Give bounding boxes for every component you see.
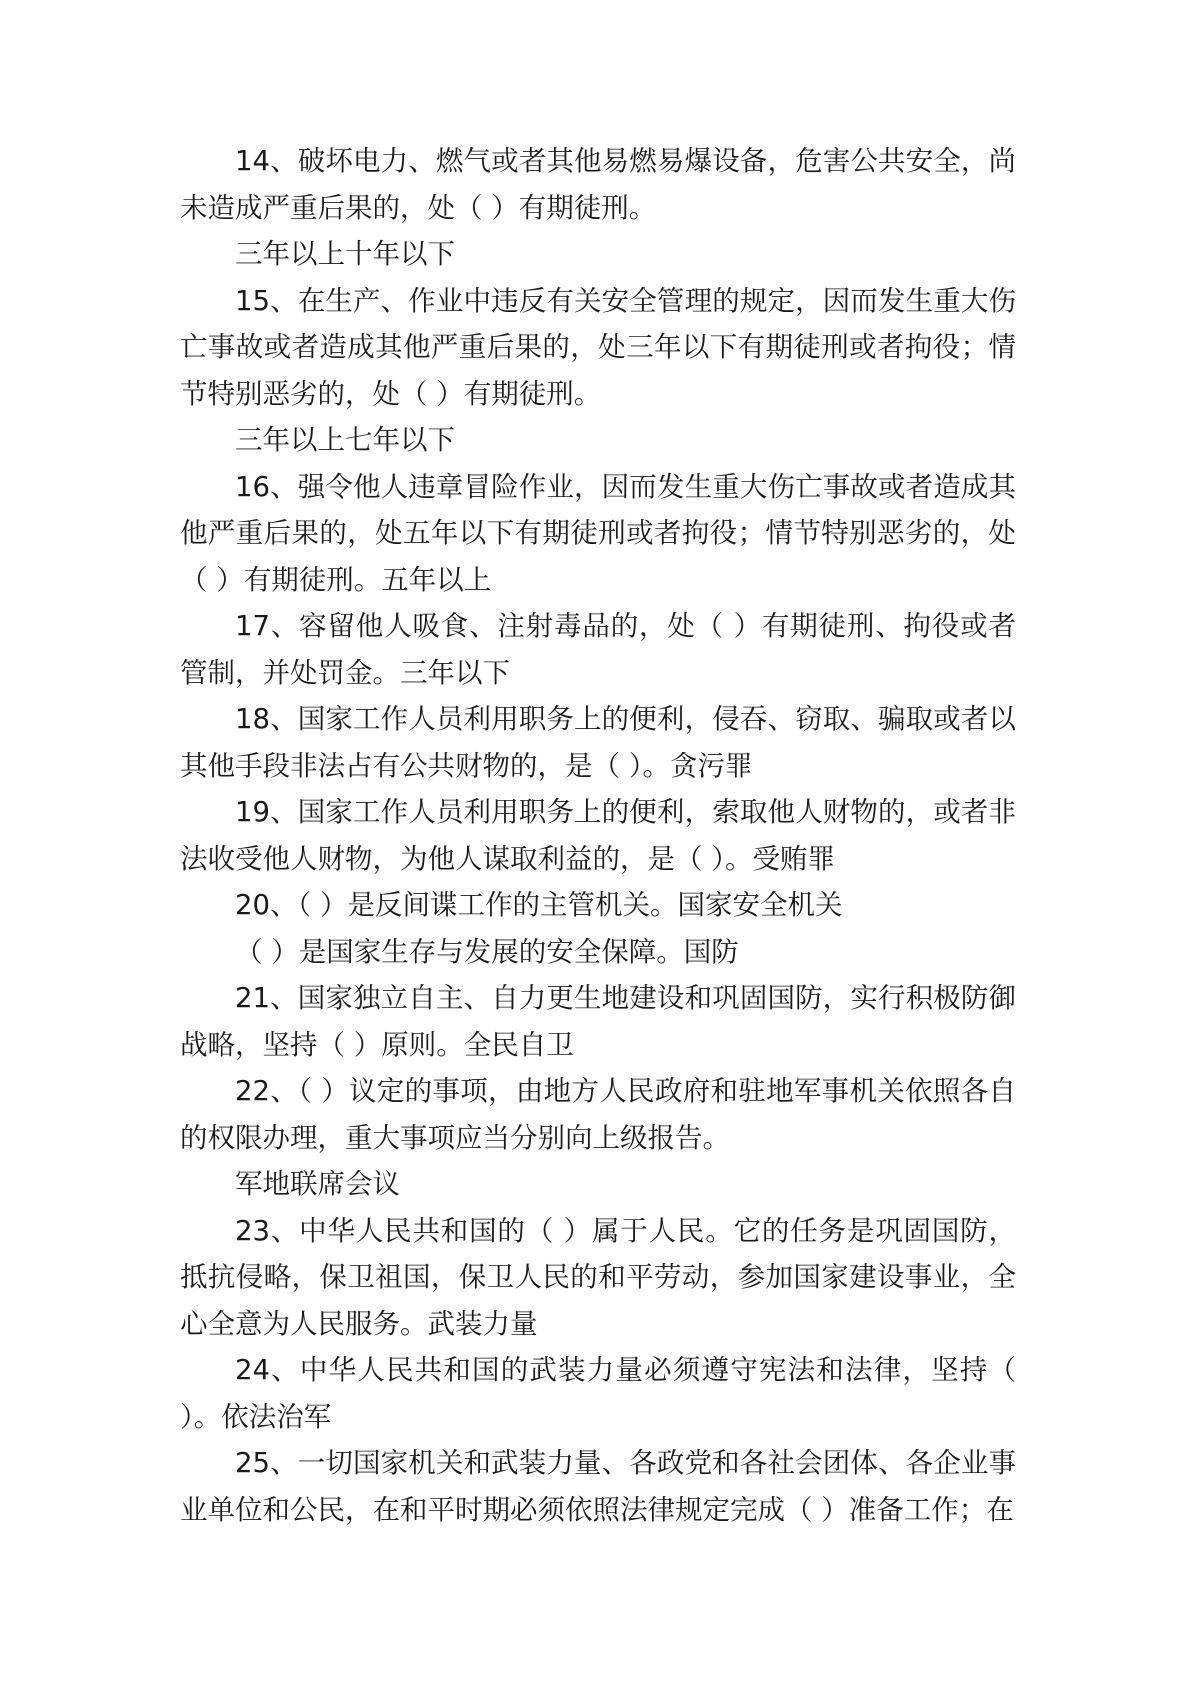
paragraph-q20: 20、（ ）是反间谍工作的主管机关。国家安全机关 — [235, 889, 843, 921]
paragraph-q25: 25、一切国家机关和武装力量、各政党和各社会团体、各企业事业单位和公民，在和平时期必须依照法律规定完成（ ）准备工作；在 — [180, 1447, 1016, 1526]
paragraph-q22: 22、（ ）议定的事项，由地方人民政府和驻地军事机关依照各自的权限办理，重大事项应当分别向上级报告。 — [180, 1075, 1016, 1154]
paragraph-q21: 21、国家独立自主、自力更生地建设和巩固国防，实行积极防御战略，坚持（ ）原则。全民自卫 — [180, 982, 1016, 1061]
paragraph-q16: 16、强令他人违章冒险作业，因而发生重大伤亡事故或者造成其他严重后果的，处五年以下有期徒刑或者拘役；情节特别恶劣的，处（ ）有期徒刑。五年以上 — [180, 470, 1016, 596]
paragraph-q18: 18、国家工作人员利用职务上的便利，侵吞、窃取、骗取或者以其他手段非法占有公共财物的，是（ ）。贪污罪 — [180, 703, 1016, 782]
answer-q15: 三年以上七年以下 — [235, 424, 455, 456]
answer-q14: 三年以上十年以下 — [235, 238, 455, 270]
paragraph-q24: 24、中华人民共和国的武装力量必须遵守宪法和法律，坚持（ ）。依法治军 — [180, 1354, 1016, 1433]
paragraph-q20-sub: （ ）是国家生存与发展的安全保障。国防 — [235, 935, 739, 968]
paragraph-q17: 17、容留他人吸食、注射毒品的，处（ ）有期徒刑、拘役或者管制，并处罚金。三年以下 — [180, 610, 1016, 689]
paragraph-q15: 15、在生产、作业中违反有关安全管理的规定，因而发生重大伤亡事故或者造成其他严重后果的，处三年以下有期徒刑或者拘役；情节特别恶劣的，处（ ）有期徒刑。 — [180, 284, 1016, 410]
answer-q22: 军地联席会议 — [235, 1168, 400, 1200]
paragraph-q23: 23、中华人民共和国的（ ）属于人民。它的任务是巩固国防，抵抗侵略，保卫祖国，保卫人民的和平劳动，参加国家建设事业，全心全意为人民服务。武装力量 — [180, 1214, 1016, 1340]
paragraph-q14: 14、破坏电力、燃气或者其他易燃易爆设备，危害公共安全，尚未造成严重后果的，处（ ）有期徒刑。 — [180, 145, 1016, 224]
paragraph-q19: 19、国家工作人员利用职务上的便利，索取他人财物的，或者非法收受他人财物，为他人谋取利益的，是（ ）。受贿罪 — [180, 796, 1016, 875]
document-page — [180, 138, 1016, 1533]
